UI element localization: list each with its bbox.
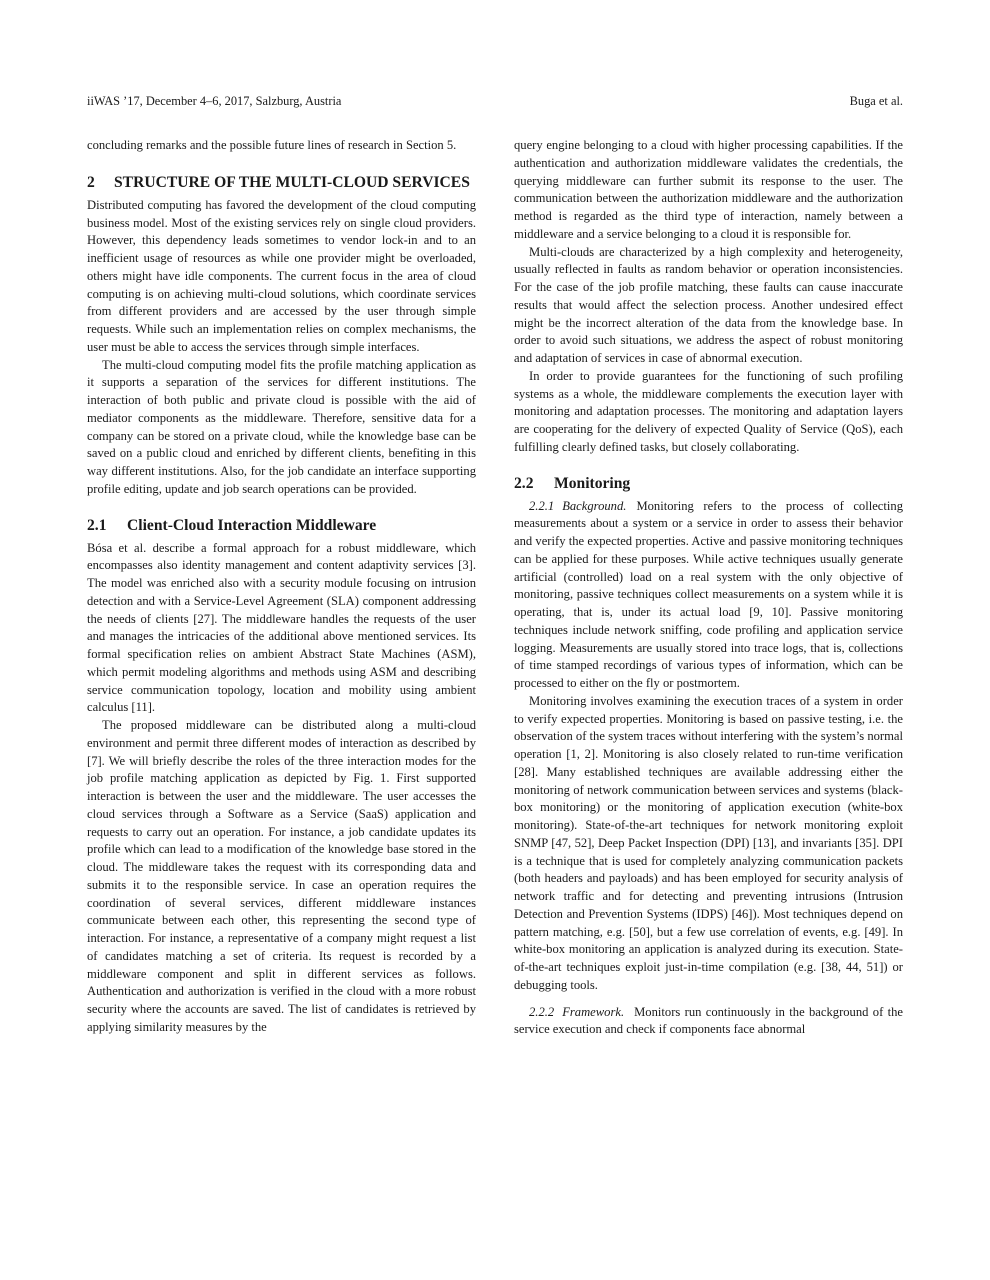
header-venue: iiWAS ’17, December 4–6, 2017, Salzburg, Austria: [87, 94, 342, 108]
subsubsection-text: Monitors run continuously in the background of the service execution and check if components face abnormal: [514, 1004, 903, 1037]
subsubsection-number: 2.2.2: [529, 1004, 555, 1019]
body-paragraph: Multi-clouds are characterized by a high complexity and heterogeneity, usually reflected in faults as random behavior or operation inconsistencies. For the case of the job profile matching, these faults can cause inaccurate results that would affect the selection process. Another undesired effect might be the incorrect alteration of the data from the knowledge base. In order to avoid such situations, we address the aspect of robust monitoring and adaptation of services in case of abnormal execution.: [514, 244, 903, 365]
subsubsection-title: Background.: [562, 498, 627, 513]
body-paragraph: Bósa et al. describe a formal approach for a robust middleware, which encompasses also identity management and content adaptivity services [3]. The model was enriched also with a security module focusing on intrusion detection and with a Service-Level Agreement (SLA) component addressing the needs of clients [27]. The middleware handles the requests of the user and manages the intricacies of the additional above mentioned services. Its formal specification relies on ambient Abstract State Machines (ASM), which permit modeling algorithms and methods using ASM and describing service communication topology, location and mobility using ambient calculus [11].: [87, 540, 476, 715]
body-paragraph: query engine belonging to a cloud with higher processing capabilities. If the authentication and authorization middleware validates the credentials, the querying middleware can further submit its response to the user. The communication between the authorization middleware and the authorization method is regarded as the third type of interaction, namely between a middleware and a service belonging to a cloud it is responsible for.: [514, 138, 903, 241]
body-paragraph: The multi-cloud computing model fits the profile matching application as it supports a separation of the services for different institutions. The interaction of both public and private cloud is possible with the aid of mediator components as the middleware. Therefore, sensitive data for a company can be stored on a private cloud, while the knowledge base can be saved on a public cloud and enriched by different clients, benefiting in this way different institutions. Also, for the job candidate an interface supporting profile editing, update and job search operations can be provided.: [87, 357, 476, 496]
section-2-2-heading: [514, 474, 903, 494]
left-column: [87, 137, 476, 1037]
section-title: STRUCTURE OF THE MULTI-CLOUD SERVICES: [114, 173, 470, 191]
header-authors: Buga et al.: [849, 94, 903, 108]
subsection-title: Monitoring: [554, 474, 631, 492]
body-paragraph: In order to provide guarantees for the functioning of such profiling systems as a whole, the middleware complements the execution layer with monitoring and adaptation processes. The monitoring and adaptation layers are cooperating for the delivery of expected Quality of Service (QoS), each fulfilling clearly defined tasks, but closely collaborating.: [514, 368, 903, 454]
subsection-title: Client-Cloud Interaction Middleware: [127, 516, 377, 534]
section-2-heading: [87, 172, 476, 193]
subsubsection-title: Framework.: [562, 1004, 625, 1019]
body-paragraph: Distributed computing has favored the development of the cloud computing business model. Most of the existing services rely on single cloud providers. However, this dependency leads sometimes to vendor lock-in and to an inefficient usage of resources as while one provider might be overloaded, others might have idle components. The current focus in the area of cloud computing is on achieving multi-cloud solutions, which coordinate services from different providers and are accessed by the user through simple requests. While such an implementation relies on complex mechanisms, the user must be able to access the services through simple interfaces.: [87, 197, 476, 354]
subsubsection-number: 2.2.1: [529, 498, 555, 513]
subsection-number: 2.1: [87, 516, 107, 534]
body-paragraph: The proposed middleware can be distributed along a multi-cloud environment and permit three different modes of interaction as described by [7]. We will briefly describe the roles of the three interaction modes for the job profile matching application as depicted by Fig. 1. First supported interaction is between the user and the middleware. The user accesses the cloud services through a Software as a Service (SaaS) application and requests to carry out an operation. For instance, a job candidate updates its profile which can lead to a modification of the knowledge base stored in the cloud. The middleware takes the request with its corresponding data and submits it to the responsible service. In case an operation requires the coordination of several services, different middleware instances communicate between each other, this representing the second type of interaction. For instance, a representative of a company might request a list of candidates matching a set of criteria. Its request is recorded by a middleware component and split in different services as follows. Authentication and authorization is verified in the cloud with a more robust security where the accounts are saved. The list of candidates is retrieved by applying similarity measures by the: [87, 718, 476, 1034]
intro-tail-paragraph: concluding remarks and the possible future lines of research in Section 5.: [87, 138, 457, 152]
section-number: 2: [87, 173, 95, 191]
subsubsection-paragraph: [514, 1004, 903, 1040]
running-header: [87, 94, 903, 112]
right-column: [514, 137, 903, 1039]
body-paragraph: Monitoring involves examining the execution traces of a system in order to verify expected properties. Monitoring is based on passive testing, i.e. the observation of the system traces without interfering with the system’s normal operation [1, 2]. Monitoring is also closely related to run-time verification [28]. Many established techniques are available addressing either the monitoring of network communication between services and systems (black-box monitoring) or the monitoring of application execution (white-box monitoring). State-of-the-art techniques for network monitoring exploit SNMP [47, 52], Deep Packet Inspection (DPI) [13], and invariants [35]. DPI is a technique that is used for completely analyzing communication packets (both headers and payloads) and has been employed for security analysis of network traffic and for detecting and preventing intrusions (Intrusion Detection and Prevention Systems (IDPS) [46]). Most techniques depend on pattern matching, e.g. [50], but a few use correlation of events, e.g. [49]. In white-box monitoring an application is analyzed during its execution. State-of-the-art techniques exploit just-in-time compilation (e.g. [38, 44, 51]) or debugging tools.: [514, 693, 903, 992]
subsubsection-paragraph: [514, 498, 903, 693]
subsection-number: 2.2: [514, 474, 534, 492]
subsubsection-text: Monitoring refers to the process of collecting measurements about a system or a service in order to assess their behavior and verify the expected properties. Active and passive monitoring techniques can be applied for these purposes. While active techniques usually generate artificial (controlled) load on a real system with the only objective of monitoring, passive techniques collect measurements on a system while it is operating, that is, under its actual load [9, 10]. Passive monitoring techniques include network sniffing, code profiling and application service logging. Measurements are usually stored into trace logs, that is, collections of time stamped recordings of various types of information, which can be processed to either on the fly or postmortem.: [514, 498, 903, 690]
section-2-1-heading: [87, 516, 476, 536]
